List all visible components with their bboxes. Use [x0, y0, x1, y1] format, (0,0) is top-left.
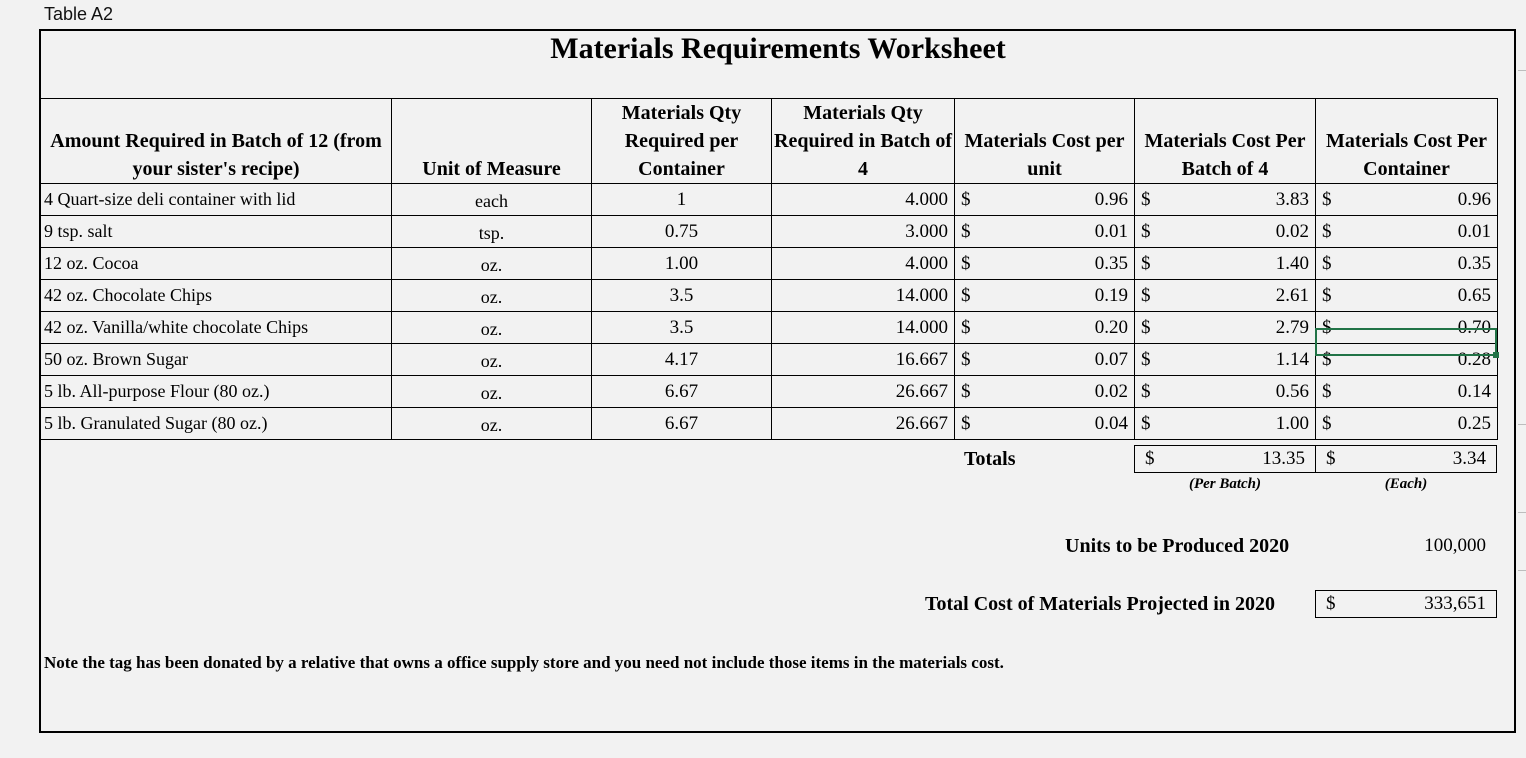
- cell-cost-batch-value: 0.02: [1275, 220, 1309, 242]
- cell-cost-container-value: 0.35: [1457, 252, 1491, 274]
- table-caption: Table A2: [44, 4, 114, 24]
- total-cost-cell[interactable]: [1315, 590, 1497, 618]
- worksheet-note: Note the tag has been donated by a relative that owns a office supply store and you need not include those items in the materials cost.: [44, 653, 1004, 672]
- currency-symbol: $: [1322, 188, 1332, 210]
- cell-cost-container-value: 0.70: [1457, 316, 1491, 338]
- cell-qty-container-text: 3.5: [669, 316, 694, 338]
- cell-unit[interactable]: [392, 312, 592, 344]
- cell-qty-batch[interactable]: [772, 408, 955, 440]
- cell-qty-container[interactable]: [592, 280, 772, 312]
- cell-cost-unit-value: 0.01: [1094, 220, 1128, 242]
- selected-cell-outline: [1315, 328, 1497, 356]
- cell-item[interactable]: [41, 216, 392, 248]
- currency-symbol: $: [961, 188, 971, 210]
- cell-qty-batch[interactable]: [772, 344, 955, 376]
- cell-cost-container[interactable]: [1316, 376, 1498, 408]
- cell-unit-text: oz.: [480, 350, 503, 371]
- header-cost-unit[interactable]: Materials Cost per unit: [955, 99, 1135, 184]
- cell-unit[interactable]: [392, 184, 592, 216]
- cell-cost-container[interactable]: [1316, 280, 1498, 312]
- units-produced-label: Units to be Produced 2020: [1065, 535, 1290, 557]
- cell-item[interactable]: [41, 280, 392, 312]
- total-per-batch-cell[interactable]: [1134, 445, 1316, 473]
- currency-symbol: $: [1145, 448, 1155, 469]
- cell-unit-text: oz.: [480, 254, 503, 275]
- cell-cost-batch-value: 1.14: [1275, 348, 1309, 370]
- gridline-stub: [1518, 512, 1526, 513]
- header-cost-batch[interactable]: Materials Cost Per Batch of 4: [1135, 99, 1316, 184]
- cell-qty-batch-text: 4.000: [905, 188, 948, 210]
- table-row: [41, 408, 1498, 440]
- cell-item-text: 42 oz. Chocolate Chips: [44, 285, 212, 305]
- cell-cost-batch[interactable]: [1135, 248, 1316, 280]
- table-row: [41, 216, 1498, 248]
- currency-symbol: $: [1141, 380, 1151, 402]
- cell-qty-container-text: 1.00: [664, 252, 699, 274]
- total-each-value: 3.34: [1452, 448, 1486, 469]
- cell-item-text: 42 oz. Vanilla/white chocolate Chips: [44, 317, 309, 337]
- cell-cost-unit[interactable]: [955, 312, 1135, 344]
- cell-cost-batch-value: 2.79: [1275, 316, 1309, 338]
- each-note: (Each): [1384, 476, 1428, 492]
- currency-symbol: $: [1141, 252, 1151, 274]
- worksheet-title: Materials Requirements Worksheet: [550, 32, 1006, 65]
- cell-item-text: 5 lb. Granulated Sugar (80 oz.): [44, 413, 268, 433]
- cell-qty-container[interactable]: [592, 248, 772, 280]
- cell-cost-unit-value: 0.35: [1094, 252, 1128, 274]
- cell-qty-container-text: 0.75: [664, 220, 699, 242]
- cell-cost-container[interactable]: [1316, 216, 1498, 248]
- header-qty-batch[interactable]: Materials Qty Required in Batch of 4: [772, 99, 955, 184]
- units-produced-value[interactable]: 100,000: [1424, 535, 1486, 556]
- currency-symbol: $: [1322, 252, 1332, 274]
- cell-unit-text: oz.: [480, 382, 503, 403]
- cell-qty-batch-text: 14.000: [895, 284, 948, 306]
- cell-qty-container-text: 1: [676, 188, 687, 210]
- cell-unit-text: each: [475, 190, 508, 211]
- cell-cost-batch[interactable]: [1135, 376, 1316, 408]
- currency-symbol: $: [1141, 316, 1151, 338]
- currency-symbol: $: [1326, 593, 1336, 614]
- cell-cost-batch-value: 0.56: [1275, 380, 1309, 402]
- cell-qty-container-text: 3.5: [669, 284, 694, 306]
- cell-unit-text: oz.: [480, 286, 503, 307]
- currency-symbol: $: [1141, 284, 1151, 306]
- currency-symbol: $: [1326, 448, 1336, 469]
- cell-qty-batch[interactable]: [772, 184, 955, 216]
- cell-qty-batch-text: 26.667: [895, 412, 948, 434]
- cell-qty-batch[interactable]: [772, 280, 955, 312]
- cell-item[interactable]: [41, 248, 392, 280]
- totals-label: Totals: [964, 448, 1016, 470]
- cell-qty-batch[interactable]: [772, 312, 955, 344]
- cell-cost-unit-value: 0.07: [1094, 348, 1128, 370]
- cell-cost-unit[interactable]: [955, 248, 1135, 280]
- gridline-stub: [1518, 570, 1526, 571]
- header-row: [41, 99, 1498, 184]
- table-row: [41, 248, 1498, 280]
- currency-symbol: $: [1322, 380, 1332, 402]
- cell-cost-unit[interactable]: [955, 376, 1135, 408]
- cell-cost-container-value: 0.01: [1457, 220, 1491, 242]
- cell-unit[interactable]: [392, 376, 592, 408]
- cell-qty-batch[interactable]: [772, 376, 955, 408]
- cell-cost-container-value: 0.65: [1457, 284, 1491, 306]
- cell-cost-unit-value: 0.19: [1094, 284, 1128, 306]
- cell-item-text: 50 oz. Brown Sugar: [44, 349, 188, 369]
- cell-cost-unit[interactable]: [955, 408, 1135, 440]
- gridline-stub: [1518, 424, 1526, 425]
- cell-item[interactable]: [41, 344, 392, 376]
- table-row: [41, 184, 1498, 216]
- currency-symbol: $: [961, 220, 971, 242]
- cell-unit[interactable]: [392, 344, 592, 376]
- cell-qty-container[interactable]: [592, 408, 772, 440]
- cell-cost-unit-value: 0.96: [1094, 188, 1128, 210]
- currency-symbol: $: [961, 284, 971, 306]
- cell-qty-batch-text: 14.000: [895, 316, 948, 338]
- cell-qty-batch-text: 16.667: [895, 348, 948, 370]
- cell-unit-text: oz.: [480, 318, 503, 339]
- cell-unit-text: tsp.: [478, 222, 505, 243]
- cell-qty-container-text: 4.17: [664, 348, 699, 370]
- total-cost-label: Total Cost of Materials Projected in 2020: [925, 593, 1275, 615]
- total-cost-value: 333,651: [1424, 593, 1486, 614]
- cell-qty-container[interactable]: [592, 344, 772, 376]
- currency-symbol: $: [961, 412, 971, 434]
- cell-cost-container[interactable]: [1316, 184, 1498, 216]
- cell-qty-batch-text: 26.667: [895, 380, 948, 402]
- cell-cost-batch-value: 3.83: [1275, 188, 1309, 210]
- currency-symbol: $: [961, 348, 971, 370]
- cell-item-text: 12 oz. Cocoa: [44, 253, 139, 273]
- currency-symbol: $: [1141, 412, 1151, 434]
- cell-cost-unit-value: 0.20: [1094, 316, 1128, 338]
- table-row: [41, 312, 1498, 344]
- table-row: [41, 376, 1498, 408]
- cell-cost-unit[interactable]: [955, 184, 1135, 216]
- header-item[interactable]: Amount Required in Batch of 12 (from your sister's recipe): [41, 99, 392, 184]
- cell-qty-container[interactable]: [592, 216, 772, 248]
- cell-cost-unit-value: 0.04: [1094, 412, 1128, 434]
- cell-unit-text: oz.: [480, 414, 503, 435]
- cell-cost-batch[interactable]: [1135, 408, 1316, 440]
- currency-symbol: $: [1141, 220, 1151, 242]
- currency-symbol: $: [961, 252, 971, 274]
- currency-symbol: $: [1141, 348, 1151, 370]
- header-qty-container[interactable]: Materials Qty Required per Container: [592, 99, 772, 184]
- cell-qty-batch[interactable]: [772, 248, 955, 280]
- cell-qty-batch-text: 4.000: [905, 252, 948, 274]
- cell-cost-batch[interactable]: [1135, 216, 1316, 248]
- cell-cost-unit[interactable]: [955, 216, 1135, 248]
- header-unit[interactable]: Unit of Measure: [392, 99, 592, 184]
- cell-cost-unit[interactable]: [955, 344, 1135, 376]
- cell-qty-container[interactable]: [592, 312, 772, 344]
- currency-symbol: $: [1322, 348, 1332, 370]
- cell-cost-batch-value: 2.61: [1275, 284, 1309, 306]
- per-batch-note: (Per Batch): [1188, 476, 1262, 492]
- cell-unit[interactable]: [392, 280, 592, 312]
- cell-qty-batch-text: 3.000: [905, 220, 948, 242]
- cell-item-text: 9 tsp. salt: [44, 221, 113, 241]
- cell-item-text: 5 lb. All-purpose Flour (80 oz.): [44, 381, 270, 401]
- cell-unit[interactable]: [392, 408, 592, 440]
- currency-symbol: $: [961, 380, 971, 402]
- cell-cost-container-value: 0.96: [1457, 188, 1491, 210]
- total-per-batch-value: 13.35: [1262, 448, 1305, 469]
- table-row: [41, 344, 1498, 376]
- cell-item-text: 4 Quart-size deli container with lid: [44, 189, 296, 209]
- cell-cost-container[interactable]: [1316, 408, 1498, 440]
- materials-table: [40, 98, 1498, 440]
- cell-unit[interactable]: [392, 248, 592, 280]
- cell-cost-unit[interactable]: [955, 280, 1135, 312]
- cell-item[interactable]: [41, 408, 392, 440]
- currency-symbol: $: [1322, 284, 1332, 306]
- cell-cost-batch[interactable]: [1135, 280, 1316, 312]
- gridline-stub: [1518, 70, 1526, 71]
- currency-symbol: $: [1322, 220, 1332, 242]
- currency-symbol: $: [1322, 412, 1332, 434]
- cell-cost-unit-value: 0.02: [1094, 380, 1128, 402]
- cell-qty-container-text: 6.67: [664, 412, 699, 434]
- cell-item[interactable]: [41, 312, 392, 344]
- cell-qty-batch[interactable]: [772, 216, 955, 248]
- currency-symbol: $: [1141, 188, 1151, 210]
- total-each-cell[interactable]: [1315, 445, 1497, 473]
- cell-qty-container-text: 6.67: [664, 380, 699, 402]
- cell-cost-container-value: 0.28: [1457, 348, 1491, 370]
- cell-qty-container[interactable]: [592, 184, 772, 216]
- cell-item[interactable]: [41, 184, 392, 216]
- cell-cost-container[interactable]: [1316, 248, 1498, 280]
- cell-cost-batch-value: 1.40: [1275, 252, 1309, 274]
- cell-cost-batch-value: 1.00: [1275, 412, 1309, 434]
- cell-cost-batch[interactable]: [1135, 344, 1316, 376]
- cell-cost-container-value: 0.25: [1457, 412, 1491, 434]
- table-row: [41, 280, 1498, 312]
- cell-cost-batch[interactable]: [1135, 312, 1316, 344]
- currency-symbol: $: [961, 316, 971, 338]
- fill-handle[interactable]: [1493, 352, 1499, 358]
- cell-qty-container[interactable]: [592, 376, 772, 408]
- header-cost-container[interactable]: Materials Cost Per Container: [1316, 99, 1498, 184]
- cell-cost-batch[interactable]: [1135, 184, 1316, 216]
- cell-item[interactable]: [41, 376, 392, 408]
- cell-cost-container-value: 0.14: [1457, 380, 1491, 402]
- currency-symbol: $: [1322, 316, 1332, 338]
- cell-unit[interactable]: [392, 216, 592, 248]
